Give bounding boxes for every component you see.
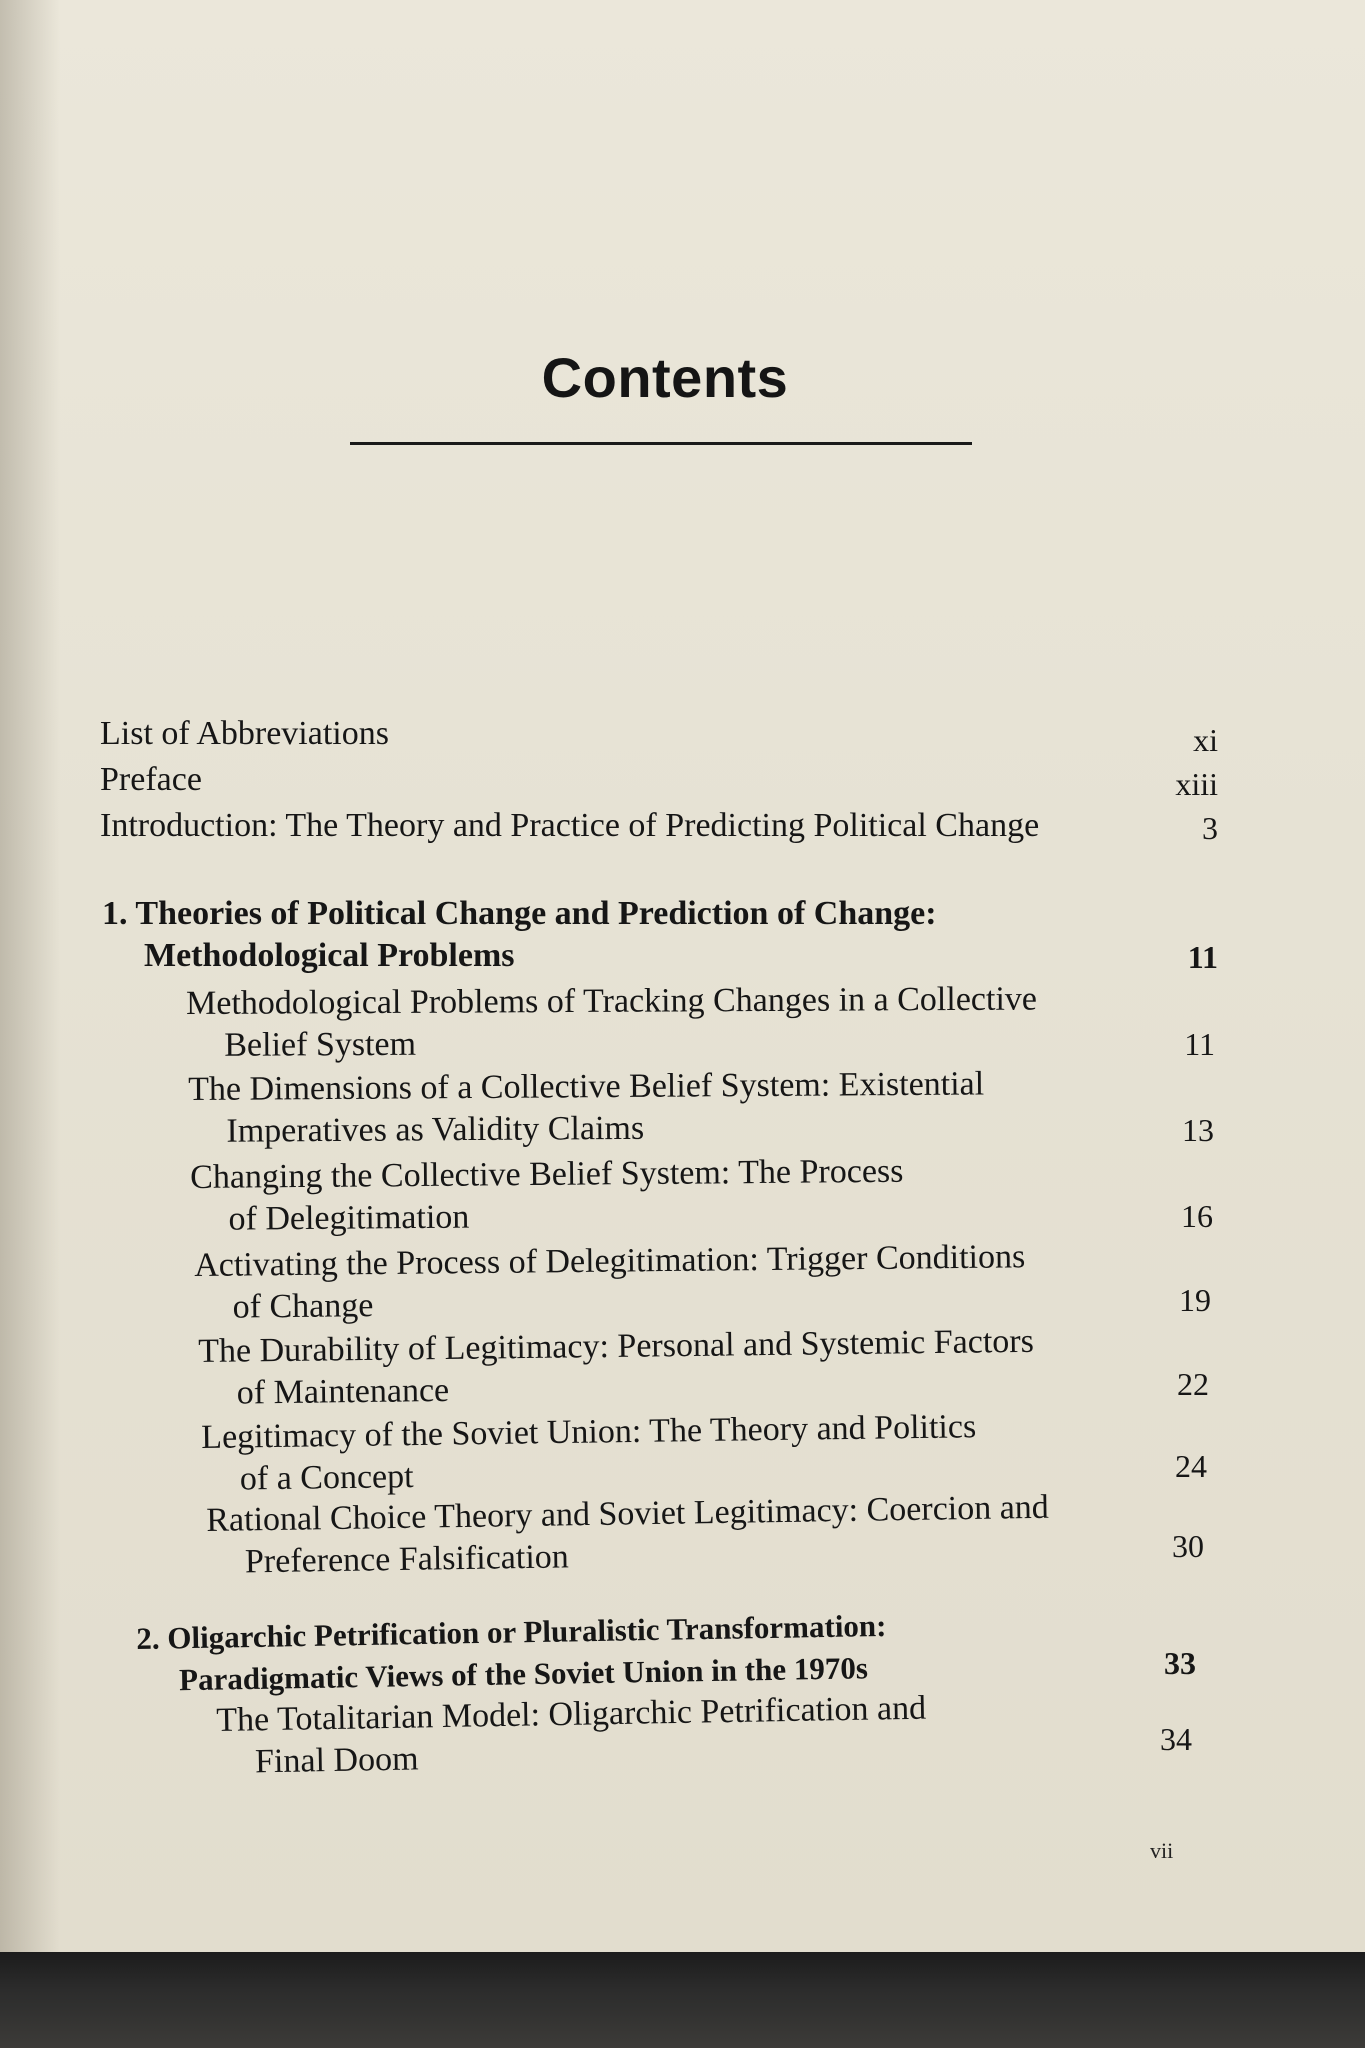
toc-entry-abbreviations [100, 713, 389, 755]
section-title-line2: of a Concept [239, 1458, 414, 1498]
section-title-line1: The Durability of Legitimacy: Personal and Systemic Factors [198, 1322, 1035, 1370]
section-title-line2: Preference Falsification [244, 1538, 570, 1581]
page-bottom-edge [0, 1952, 1365, 2048]
chapter-title-line1: 1. Theories of Political Change and Prediction of Change: [102, 895, 937, 932]
toc-entry-title: Introduction: The Theory and Practice of Predicting Political Change [100, 807, 1040, 844]
toc-section [198, 1321, 1035, 1415]
toc-page-number: 3 [1202, 810, 1218, 846]
section-title-line1: Changing the Collective Belief System: The Process [190, 1152, 904, 1196]
toc-page-number: xiii [1175, 766, 1218, 802]
section-title-line1: Rational Choice Theory and Soviet Legitimacy: Coercion and [206, 1488, 1050, 1539]
toc-section [206, 1487, 1050, 1584]
section-title-line1: Activating the Process of Delegitimation: Trigger Conditions [194, 1238, 1026, 1284]
toc-page-number: 34 [1160, 1721, 1192, 1757]
toc-page-number: 11 [1187, 939, 1218, 975]
page-title: Contents [541, 346, 789, 409]
toc-entry-title: Preface [100, 761, 202, 798]
chapter-title-line2: Paradigmatic Views of the Soviet Union in the 1970s [178, 1650, 869, 1698]
toc-page-number: 13 [1182, 1112, 1214, 1148]
toc-section [201, 1406, 977, 1501]
toc-page-number: 22 [1177, 1366, 1209, 1402]
section-title-line1: The Dimensions of a Collective Belief System: Existential [188, 1065, 985, 1108]
chapter-title-line1: 2. Oligarchic Petrification or Pluralistic Transformation: [136, 1607, 887, 1656]
toc-entry-preface [100, 759, 202, 801]
toc-section [190, 1151, 904, 1241]
toc-entry-title: List of Abbreviations [100, 715, 389, 752]
section-title-line2: of Maintenance [236, 1371, 450, 1412]
toc-section [186, 979, 1037, 1067]
chapter-title-line2: Methodological Problems [144, 937, 515, 974]
toc-chapter-2 [136, 1605, 888, 1702]
toc-page-number: 33 [1164, 1645, 1196, 1681]
section-title-line2: of Change [232, 1287, 374, 1326]
section-title-line2: of Delegitimation [228, 1198, 470, 1238]
toc-page-number: 19 [1179, 1282, 1211, 1318]
section-title-line2: Belief System [224, 1025, 417, 1064]
toc-section [216, 1688, 927, 1784]
toc-page-number: 11 [1184, 1026, 1215, 1062]
toc-chapter-1 [102, 893, 937, 977]
section-title-line2: Final Doom [254, 1740, 419, 1781]
toc-page-number: xi [1193, 722, 1218, 758]
section-title-line1: The Totalitarian Model: Oligarchic Petrification and [216, 1689, 927, 1739]
section-title-line2: Imperatives as Validity Claims [226, 1109, 645, 1150]
section-title-line1: Methodological Problems of Tracking Changes in a Collective [186, 980, 1038, 1022]
toc-section [188, 1063, 985, 1153]
title-underline [350, 442, 972, 445]
section-title-line1: Legitimacy of the Soviet Union: The Theory and Politics [201, 1408, 977, 1456]
page-folio: vii [1150, 1838, 1174, 1863]
toc-section [194, 1236, 1026, 1329]
toc-entry-introduction [100, 805, 1039, 847]
toc-page-number: 16 [1181, 1198, 1213, 1234]
toc-page-number: 30 [1172, 1528, 1204, 1564]
toc-page-number: 24 [1175, 1448, 1207, 1484]
